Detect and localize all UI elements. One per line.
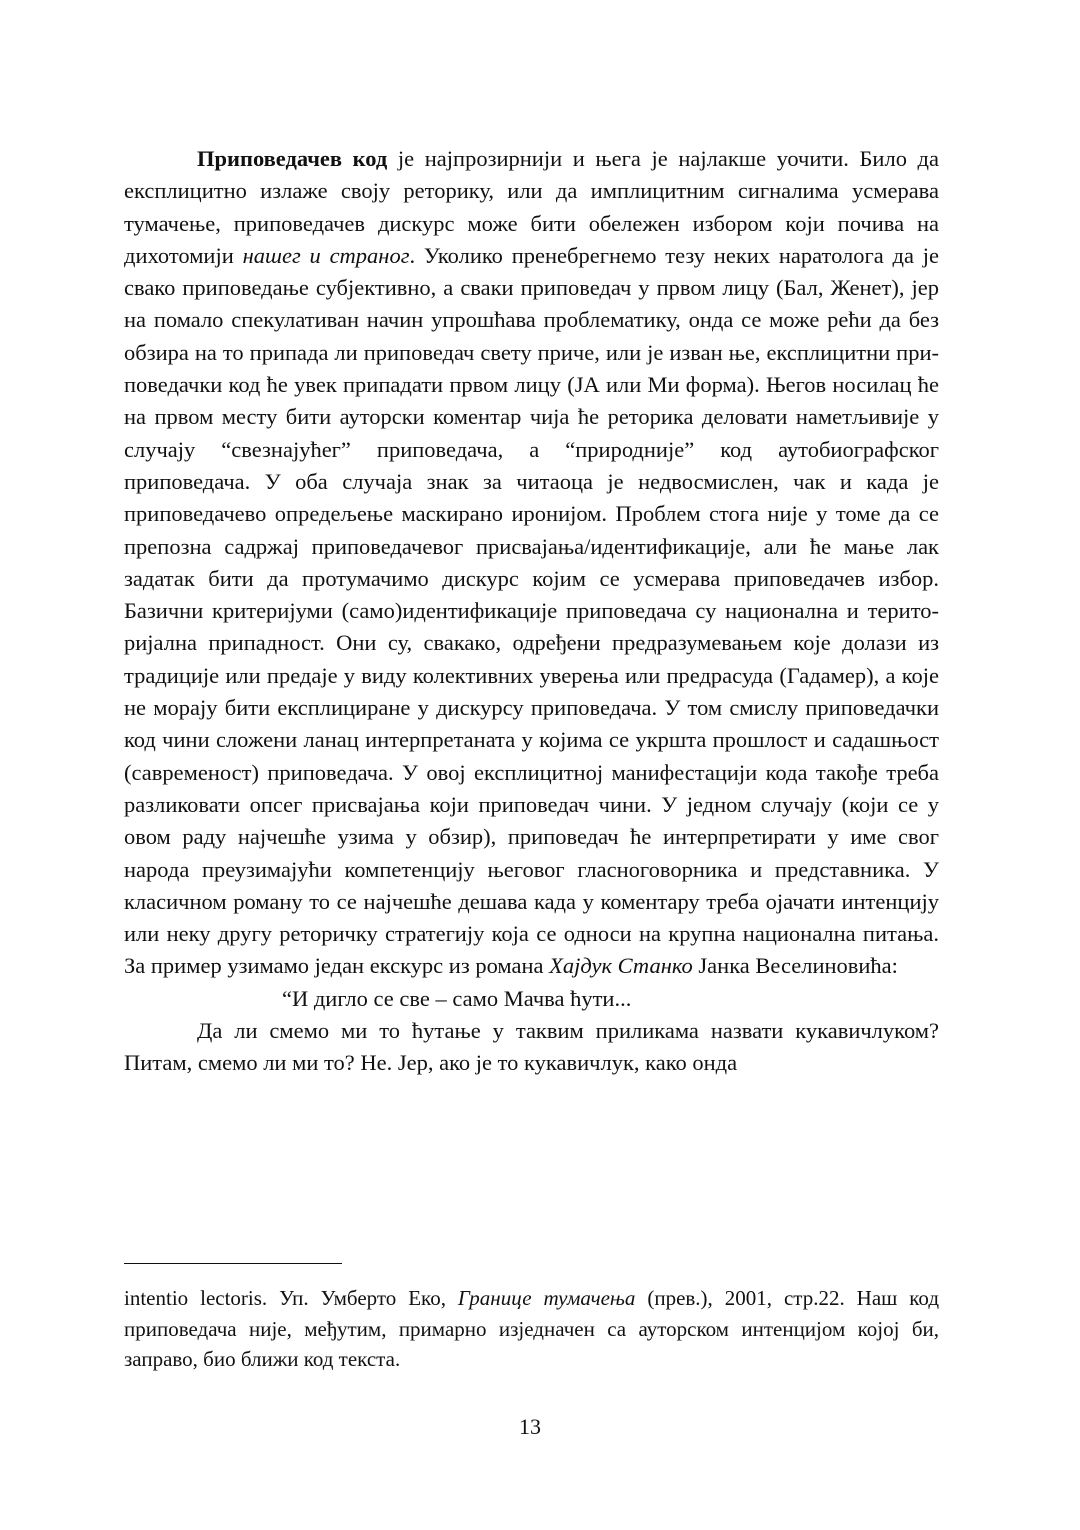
main-text (124, 143, 939, 1080)
page-number: 13 (519, 1414, 541, 1439)
text-run: (прев.), 2001, стр.22. Наш код приповедача није, међутим, примарно изједначен са ауторском интенцијом којој би, заправо, био ближи код текста. (124, 1286, 940, 1371)
text-run: intentio lectoris. Уп. Умберто Еко, (124, 1286, 458, 1310)
paragraph (124, 143, 939, 983)
book-title: Границе тумачења (457, 1286, 636, 1310)
italic-phrase: нашег и страног (242, 242, 410, 268)
text-run: . Уколико пренебрегнемо тезу неких наратолога да је свако приповедање субјективно, а сваки приповедач у првом лицу (Бал, Женет), јер на помало спекулативан начин упрошћава проблематику, онда се може рећи да без обзира на то припада ли приповедач свету приче, или је изван ње, експлицитни приповедачки код ће увек припадати првом лицу (ЈА или Ми форма). Његов носилац ће на првом месту бити ауторски коментар чија ће реторика деловати наметљивије у случају “свезнајућег” приповедача, а “природније” код аутобиографског приповедача. У оба случаја знак за читаоца је недвосмислен, чак и када је приповедачево опредељење маскирано иронијом. Проблем стога није у томе да се препозна садржај приповедачевог присвајања/идентификације, али ће мање лак задатак бити да протумачимо дискурс којим се усмерава приповедачев избор. Базични критеријуми (само)идентификације приповедача су национална и територијална припадност. Они су, свакако, одређени предразумевањем које долази из традиције или предаје у виду колективних уверења или предрасуда (Гадамер), а које не морају бити експлициране у дискурсу приповедача. У том смислу приповедачки код чини сложени ланац интерпретаната у којима се укршта прошлост и садашњост (савременост) приповедача. У овој експлицитној манифестацији кода такође треба разликовати опсег присвајања који приповедач чини. У једном случају (који се у овом раду најчешће узима у обзир), приповедач ће интерпретирати у име свог народа преузимајући компетенцију његовог гласноговорника и представника. У класичном роману то се најчешће дешава када у коментару треба ојачати интенцију или неку другу реторичку стратегију која се односи на крупна национална питања. За пример узимамо један екскурс из романа (124, 242, 939, 979)
footnote (124, 1283, 939, 1375)
paragraph: Да ли смемо ми то ћутање у таквим приликама назвати кукавичлуком? Питам, смемо ли ми то? Не. Јер, ако је то кукавичлук, како онда (124, 1018, 939, 1076)
text-run: је најпрозирнији и њега је најлакше уочити. Било да експлицитно излаже своју реторику, или да имплицитним сигналима усмерава тумачење, приповедачев дискурс може бити обележен избором који почива на дихотомији (124, 146, 939, 268)
quotation: “И дигло се све – само Мачва ћути... (282, 985, 632, 1011)
footnote-separator (124, 1263, 342, 1264)
footnote-text (124, 1283, 939, 1375)
novel-title: Хајдук Станко (549, 953, 693, 979)
text-run: Јанка Веселиновића: (692, 953, 898, 979)
bold-term: Приповедачев код (197, 146, 388, 171)
